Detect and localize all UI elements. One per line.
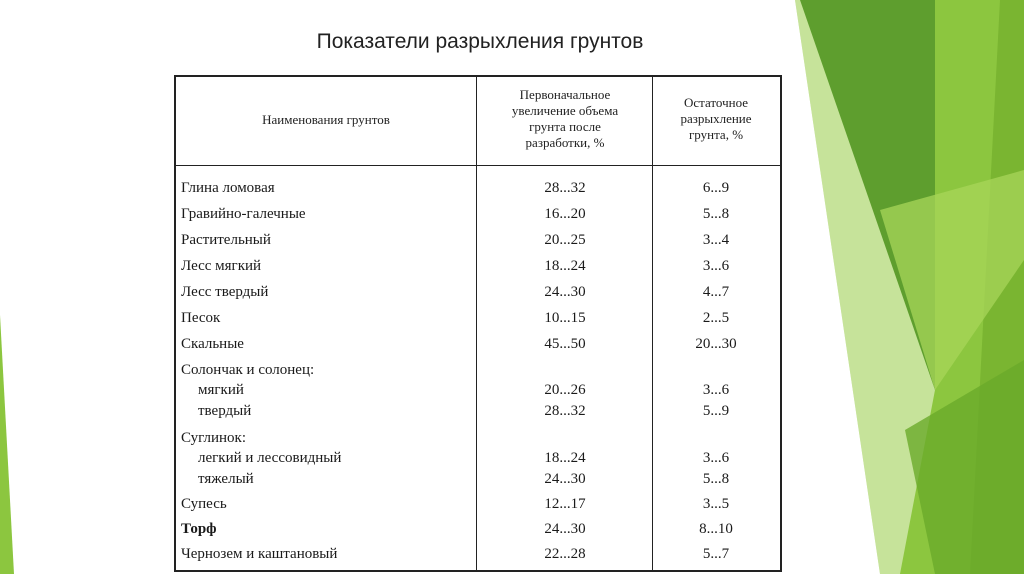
row-initial: 10...15	[544, 310, 586, 326]
header-initial-increase: Первоначальное увеличение объема грунта после разработки, %	[511, 87, 619, 150]
row-residual: 3...4	[702, 232, 730, 248]
row-name: Глина ломовая	[181, 180, 275, 196]
row-initial: 45...50	[544, 336, 586, 352]
row-initial: 20...25	[544, 232, 586, 248]
page-title: Показатели разрыхления грунтов	[316, 30, 644, 53]
row-name: Скальные	[181, 336, 244, 352]
row-initial: 18...24	[544, 450, 586, 466]
row-name: Гравийно-галечные	[181, 206, 306, 222]
row-group-name: Солончак и солонец:	[181, 362, 315, 378]
header-residual-loosening: Остаточное разрыхление грунта, %	[680, 95, 752, 142]
row-residual: 5...9	[702, 403, 730, 419]
row-initial: 28...32	[544, 180, 586, 196]
row-initial: 24...30	[544, 521, 586, 537]
row-residual: 3...6	[702, 450, 730, 466]
row-residual: 20...30	[695, 336, 737, 352]
row-residual: 5...8	[702, 206, 730, 222]
row-residual: 3...5	[702, 496, 730, 512]
column-divider-2	[652, 77, 653, 570]
row-name: Лесс мягкий	[181, 258, 262, 274]
left-accent-shape	[0, 315, 14, 574]
row-residual: 4...7	[702, 284, 730, 300]
row-residual: 5...7	[702, 546, 730, 562]
row-name: мягкий	[198, 382, 244, 398]
row-name: легкий и лессовидный	[198, 450, 342, 466]
row-residual: 8...10	[699, 521, 733, 537]
row-residual: 2...5	[702, 310, 730, 326]
header-soil-name: Наименования грунтов	[262, 112, 390, 127]
row-name: тяжелый	[198, 471, 254, 487]
row-initial: 18...24	[544, 258, 586, 274]
header-divider	[176, 165, 780, 166]
row-name: твердый	[198, 403, 252, 419]
row-initial: 20...26	[544, 382, 586, 398]
row-initial: 22...28	[544, 546, 586, 562]
row-name: Песок	[181, 310, 221, 326]
row-name: Торф	[181, 521, 217, 537]
column-divider-1	[476, 77, 477, 570]
soil-loosening-table	[174, 75, 782, 572]
row-initial: 12...17	[544, 496, 586, 512]
row-name: Супесь	[181, 496, 227, 512]
row-initial: 24...30	[544, 284, 586, 300]
row-residual: 5...8	[702, 471, 730, 487]
row-name: Чернозем и каштановый	[181, 546, 338, 562]
row-residual: 6...9	[702, 180, 730, 196]
row-initial: 24...30	[544, 471, 586, 487]
row-group-name: Суглинок:	[181, 430, 247, 446]
row-name: Лесс твердый	[181, 284, 269, 300]
row-initial: 28...32	[544, 403, 586, 419]
row-residual: 3...6	[702, 258, 730, 274]
row-initial: 16...20	[544, 206, 586, 222]
row-name: Растительный	[181, 232, 271, 248]
row-residual: 3...6	[702, 382, 730, 398]
